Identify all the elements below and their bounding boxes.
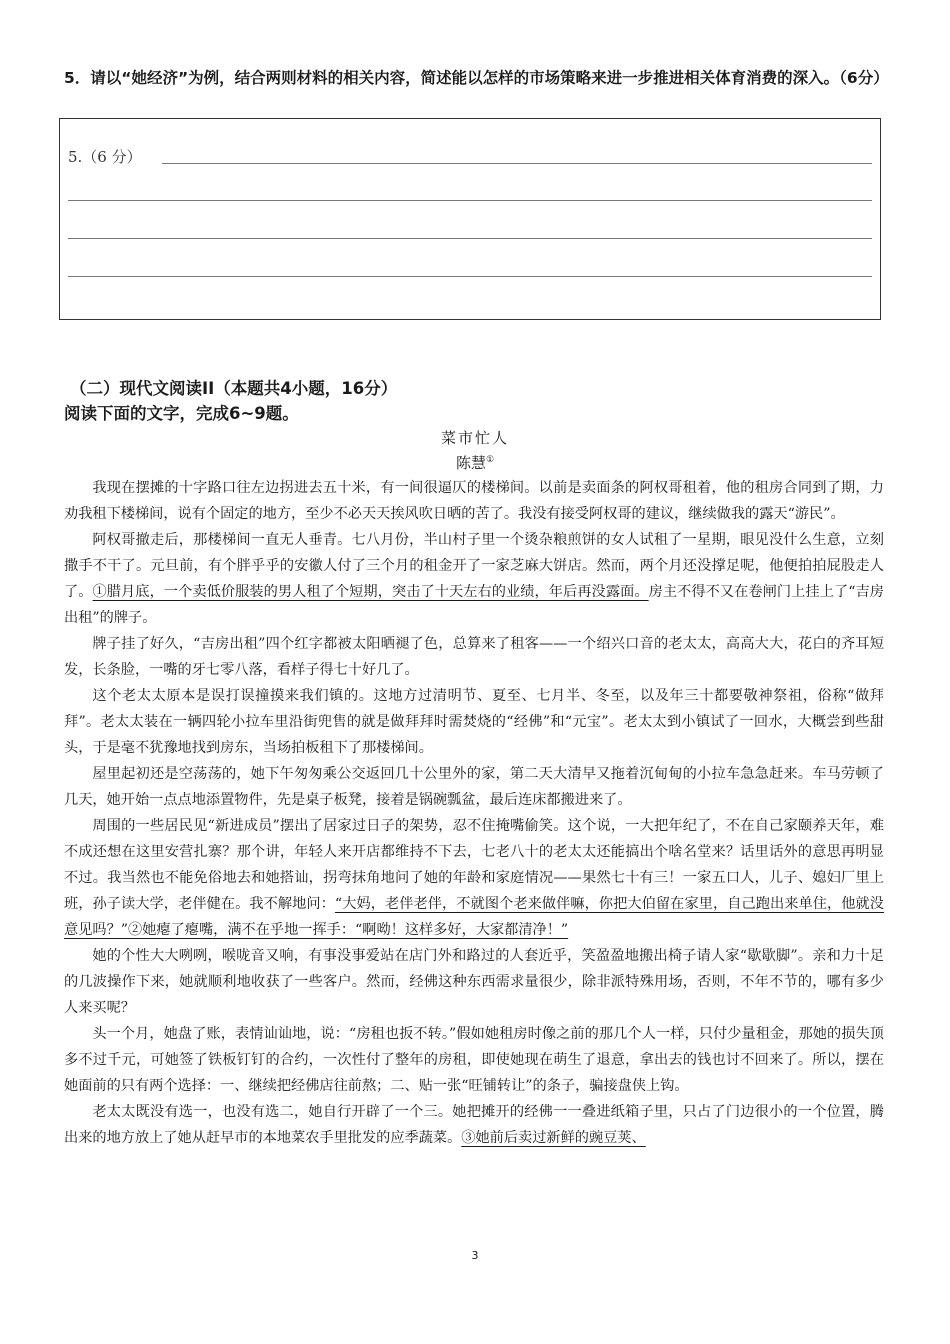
- answer-line-2[interactable]: [68, 200, 872, 201]
- paragraph-4: 这个老太太原本是误打误撞摸来我们镇的。这地方过清明节、夏至、七月半、冬至，以及年三十都要敬神祭祖，俗称“做拜拜”。老太太装在一辆四轮小拉车里沿街兜售的就是做拜拜时需焚烧的“经佛”和“元宝”。老太太到小镇试了一回水，大概尝到些甜头，于是毫不犹豫地找到房东，当场拍板租下了那楼梯间。: [64, 688, 884, 756]
- article-author: [0, 452, 950, 473]
- underlined-dialogue: “大妈，老伴老伴，不就图个老来做伴嘛，你把大伯留在家里，自己跑出来单住，他就没意见吗？”: [64, 896, 884, 938]
- article-body: [64, 475, 884, 1151]
- paragraph-6: [64, 813, 884, 943]
- paragraph-1: 我现在摆摊的十字路口往左边拐进去五十米，有一间很逼仄的楼梯间。以前是卖面条的阿权哥租着，他的租房合同到了期，力劝我租下楼梯间，说有个固定的地方，至少不必天天挨风吹日晒的苦了。我没有接受阿权哥的建议，继续做我的露天“游民”。: [64, 480, 884, 522]
- section-title: （二）现代文阅读II（本题共4小题，16分）: [70, 379, 398, 398]
- paragraph-5: 屋里起初还是空荡荡的，她下午匆匆乘公交返回几十公里外的家，第二天大清早又拖着沉甸甸的小拉车急急赶来。车马劳顿了几天，她开始一点点地添置物件，先是桌子板凳，接着是锅碗瓢盆，最后连床都搬进来了。: [64, 766, 884, 808]
- answer-line-4[interactable]: [68, 276, 872, 277]
- paragraph-3: 牌子挂了好久，“吉房出租”四个红字都被太阳晒褪了色，总算来了租客——一个绍兴口音的老太太，高高大大，花白的齐耳短发，长条脸，一嘴的牙七零八落，看样子得七十好几了。: [64, 636, 884, 678]
- paragraph-9: [64, 1099, 884, 1151]
- page-number: 3: [471, 1249, 479, 1262]
- question-5-prompt: 5．请以“她经济”为例，结合两则材料的相关内容，简述能以怎样的市场策略来进一步推进相关体育消费的深入。（6分）: [64, 69, 889, 87]
- article-title: 菜市忙人: [440, 429, 509, 447]
- answer-line-1[interactable]: [162, 163, 872, 164]
- underlined-sentence-2: ②她瘪了瘪嘴，满不在乎地一挥手：“啊呦！这样多好，大家都清净！”: [128, 922, 569, 938]
- underlined-sentence-1: ①腊月底，一个卖低价服装的男人租了个短期，突击了十天左右的业绩，年后再没露面。: [92, 584, 649, 600]
- author-footnote-mark: ①: [485, 455, 495, 465]
- answer-box[interactable]: [59, 118, 881, 320]
- answer-label: 5.（6 分）: [68, 148, 142, 166]
- paragraph-2-text-b: 房主不得不又在卷闸门上挂上了“吉房出租”的牌子。: [64, 584, 884, 626]
- answer-line-3[interactable]: [68, 238, 872, 239]
- underlined-sentence-3: ③她前后卖过新鲜的豌豆荚、: [461, 1130, 646, 1146]
- paragraph-8: 头一个月，她盘了账，表情讪讪地，说：“房租也扳不转。”假如她租房时像之前的那几个人一样，只付少量租金，那她的损失顶多不过千元，可她签了铁板钉钉的合约，一次性付了整年的房租，即使她现在萌生了退意，拿出去的钱也讨不回来了。所以，摆在她面前的只有两个选择：一、继续把经佛店往前熬；二、贴一张“旺铺转让”的条子，骗接盘侠上钩。: [64, 1026, 884, 1094]
- paragraph-2-text-a: 阿权哥撤走后，那楼梯间一直无人垂青。七八月份，半山村子里一个烫杂粮煎饼的女人试租了一星期，眼见没什么生意，立刻撒手不干了。元旦前，有个胖乎乎的安徽人付了三个月的租金开了一家芝麻大饼店。然而，两个月还没撑足呢，他便拍拍屁股走人了。: [64, 532, 884, 600]
- paragraph-6-text: 周围的一些居民见“新进成员”摆出了居家过日子的架势，忍不住掩嘴偷笑。这个说，一大把年纪了，不在自己家颐养天年，难不成还想在这里安营扎寨？那个讲，年轻人来开店都维持不下去，七老八十的老太太还能搞出个啥名堂来？话里话外的意思再明显不过。我当然也不能免俗地去和她搭讪，拐弯抹角地问了她的年龄和家庭情况——果然七十有三！一家五口人，儿子、媳妇厂里上班，孙子读大学，老伴健在。我不解地问：: [64, 818, 884, 912]
- author-name: 陈慧: [455, 454, 486, 472]
- paragraph-9-text: 老太太既没有选一，也没有选二，她自行开辟了一个三。她把摊开的经佛一一叠进纸箱子里，只占了门边很小的一个位置，腾出来的地方放上了她从赶早市的本地菜农手里批发的应季蔬菜。: [64, 1104, 884, 1146]
- paragraph-7: 她的个性大大咧咧，喉咙音又响，有事没事爱站在店门外和路过的人套近乎，笑盈盈地搬出椅子请人家“歇歇脚”。亲和力十足的几波操作下来，她就顺利地收获了一些客户。然而，经佛这种东西需求量很少，除非派特殊用场，否则，不年不节的，哪有多少人来买呢？: [64, 948, 884, 1016]
- section-instruction: 阅读下面的文字，完成6~9题。: [64, 404, 299, 423]
- paragraph-2: [64, 527, 884, 631]
